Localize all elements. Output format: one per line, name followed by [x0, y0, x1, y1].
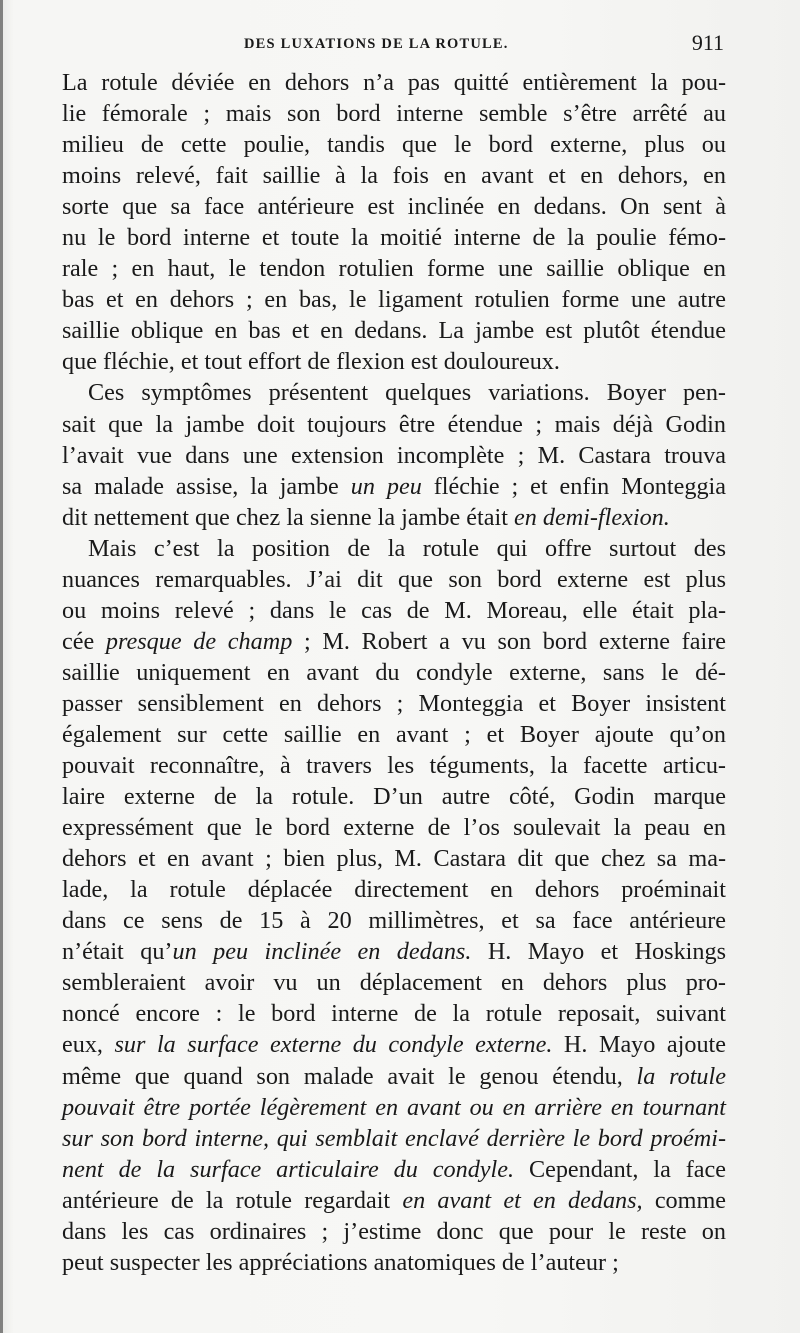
text-line — [62, 346, 726, 377]
page-header — [62, 30, 726, 58]
text-line — [62, 1061, 726, 1092]
text-run: Mais c’est la position de la rotule qui offre surtout des — [88, 534, 726, 562]
text-line — [62, 502, 726, 533]
text-line — [62, 284, 726, 315]
text-run: que fléchie, et tout effort de flexion est douloureux. — [62, 348, 560, 376]
text-run: expressément que le bord externe de l’os soulevait la peau en — [62, 814, 726, 842]
text-run: cée — [62, 627, 106, 655]
text-line — [62, 564, 726, 595]
text-run: comme — [642, 1186, 727, 1214]
text-run: antérieure de la rotule regardait — [62, 1186, 403, 1214]
text-run: rale ; en haut, le tendon rotulien forme une saillie oblique en — [62, 255, 726, 283]
italic-text: nent de la surface articulaire du condyle. — [62, 1155, 515, 1183]
italic-text: la rotule — [636, 1062, 726, 1090]
text-line — [62, 1247, 726, 1278]
text-run: dehors et en avant ; bien plus, M. Castara dit que chez sa ma- — [62, 845, 726, 873]
page-edge — [0, 0, 3, 1333]
text-run: milieu de cette poulie, tandis que le bord externe, plus ou — [62, 131, 726, 159]
text-run: Cependant, la face — [514, 1155, 726, 1183]
text-run: nuances remarquables. J’ai dit que son bord externe est plus — [62, 565, 726, 593]
text-line — [62, 967, 726, 998]
text-run: fléchie ; et enfin Monteggia — [421, 472, 726, 500]
text-line — [62, 812, 726, 843]
italic-text: sur son bord interne, qui semblait enclavé derrière le bord proémi- — [62, 1124, 726, 1152]
italic-text: presque de champ — [105, 627, 293, 655]
text-run: ; M. Robert a vu son bord externe faire — [292, 627, 726, 655]
text-run: noncé encore : le bord interne de la rotule reposait, suivant — [62, 1000, 726, 1028]
text-run: nu le bord interne et toute la moitié interne de la poulie fémo- — [62, 224, 726, 252]
page-number: 911 — [691, 30, 724, 55]
text-line — [62, 1092, 726, 1123]
text-line — [62, 874, 726, 905]
text-run: saillie oblique en bas et en dedans. La jambe est plutôt étendue — [62, 317, 726, 345]
text-line — [62, 222, 726, 253]
text-run: sembleraient avoir vu un déplacement en dehors plus pro- — [62, 969, 726, 997]
text-line — [62, 688, 726, 719]
text-line — [62, 905, 726, 936]
text-line — [62, 471, 726, 502]
text-line — [62, 1029, 726, 1060]
italic-text: en demi-flexion. — [513, 503, 670, 531]
text-line — [62, 1216, 726, 1247]
text-run: dans les cas ordinaires ; j’estime donc que pour le reste on — [62, 1217, 726, 1245]
italic-text: en avant et en dedans, — [402, 1186, 643, 1214]
text-run: dit nettement que chez la sienne la jambe était — [62, 503, 514, 531]
text-line — [62, 315, 726, 346]
text-line — [62, 750, 726, 781]
text-line — [62, 191, 726, 222]
text-run: eux, — [62, 1031, 115, 1059]
text-run: l’avait vue dans une extension incomplète ; M. Castara trouva — [62, 441, 726, 469]
text-run: La rotule déviée en dehors n’a pas quitté entièrement la pou- — [62, 69, 726, 96]
text-run: laire externe de la rotule. D’un autre côté, Godin marque — [62, 783, 726, 811]
text-run: sait que la jambe doit toujours être étendue ; mais déjà Godin — [62, 410, 726, 438]
italic-text: pouvait être portée légèrement en avant ou en arrière en tournant — [62, 1093, 726, 1121]
body-text — [62, 67, 726, 1278]
text-line — [62, 936, 726, 967]
text-run: moins relevé, fait saillie à la fois en avant et en dehors, en — [62, 162, 726, 190]
text-line — [62, 98, 726, 129]
italic-text: sur la surface externe du condyle externe. — [114, 1031, 553, 1059]
text-run: n’était qu’ — [62, 938, 173, 966]
text-line — [62, 843, 726, 874]
text-line — [62, 377, 726, 408]
text-line — [62, 657, 726, 688]
text-line — [62, 440, 726, 471]
text-run: également sur cette saillie en avant ; et Boyer ajoute qu’on — [62, 720, 726, 748]
text-run: sa malade assise, la jambe — [62, 472, 351, 500]
text-line — [62, 1154, 726, 1185]
text-line — [62, 1185, 726, 1216]
text-line — [62, 129, 726, 160]
text-line — [62, 719, 726, 750]
text-line — [62, 67, 726, 98]
text-run: Ces symptômes présentent quelques variations. Boyer pen- — [88, 379, 726, 407]
text-line — [62, 998, 726, 1029]
text-run: saillie uniquement en avant du condyle externe, sans le dé- — [62, 658, 726, 686]
text-line — [62, 409, 726, 440]
italic-text: un peu — [350, 472, 422, 500]
text-line — [62, 253, 726, 284]
text-line — [62, 781, 726, 812]
text-line — [62, 533, 726, 564]
text-run: H. Mayo et Hoskings — [471, 938, 726, 966]
text-line — [62, 595, 726, 626]
text-run: lie fémorale ; mais son bord interne semble s’être arrêté au — [62, 100, 726, 128]
text-run: pouvait reconnaître, à travers les téguments, la facette articu- — [62, 752, 726, 780]
text-run: H. Mayo ajoute — [552, 1031, 726, 1059]
text-line — [62, 1123, 726, 1154]
italic-text: un peu inclinée en dedans. — [172, 938, 472, 966]
text-line — [62, 626, 726, 657]
text-run: peut suspecter les appréciations anatomiques de l’auteur ; — [62, 1248, 619, 1276]
text-run: lade, la rotule déplacée directement en dehors proéminait — [62, 876, 726, 904]
text-run: dans ce sens de 15 à 20 millimètres, et sa face antérieure — [62, 907, 726, 935]
text-run: ou moins relevé ; dans le cas de M. Moreau, elle était pla- — [62, 596, 726, 624]
running-head: DES LUXATIONS DE LA ROTULE. — [244, 36, 509, 52]
text-run: passer sensiblement en dehors ; Monteggia et Boyer insistent — [62, 689, 726, 717]
text-run: sorte que sa face antérieure est inclinée en dedans. On sent à — [62, 193, 726, 221]
text-run: même que quand son malade avait le genou étendu, — [62, 1062, 637, 1090]
text-run: bas et en dehors ; en bas, le ligament rotulien forme une autre — [62, 286, 726, 314]
text-line — [62, 160, 726, 191]
